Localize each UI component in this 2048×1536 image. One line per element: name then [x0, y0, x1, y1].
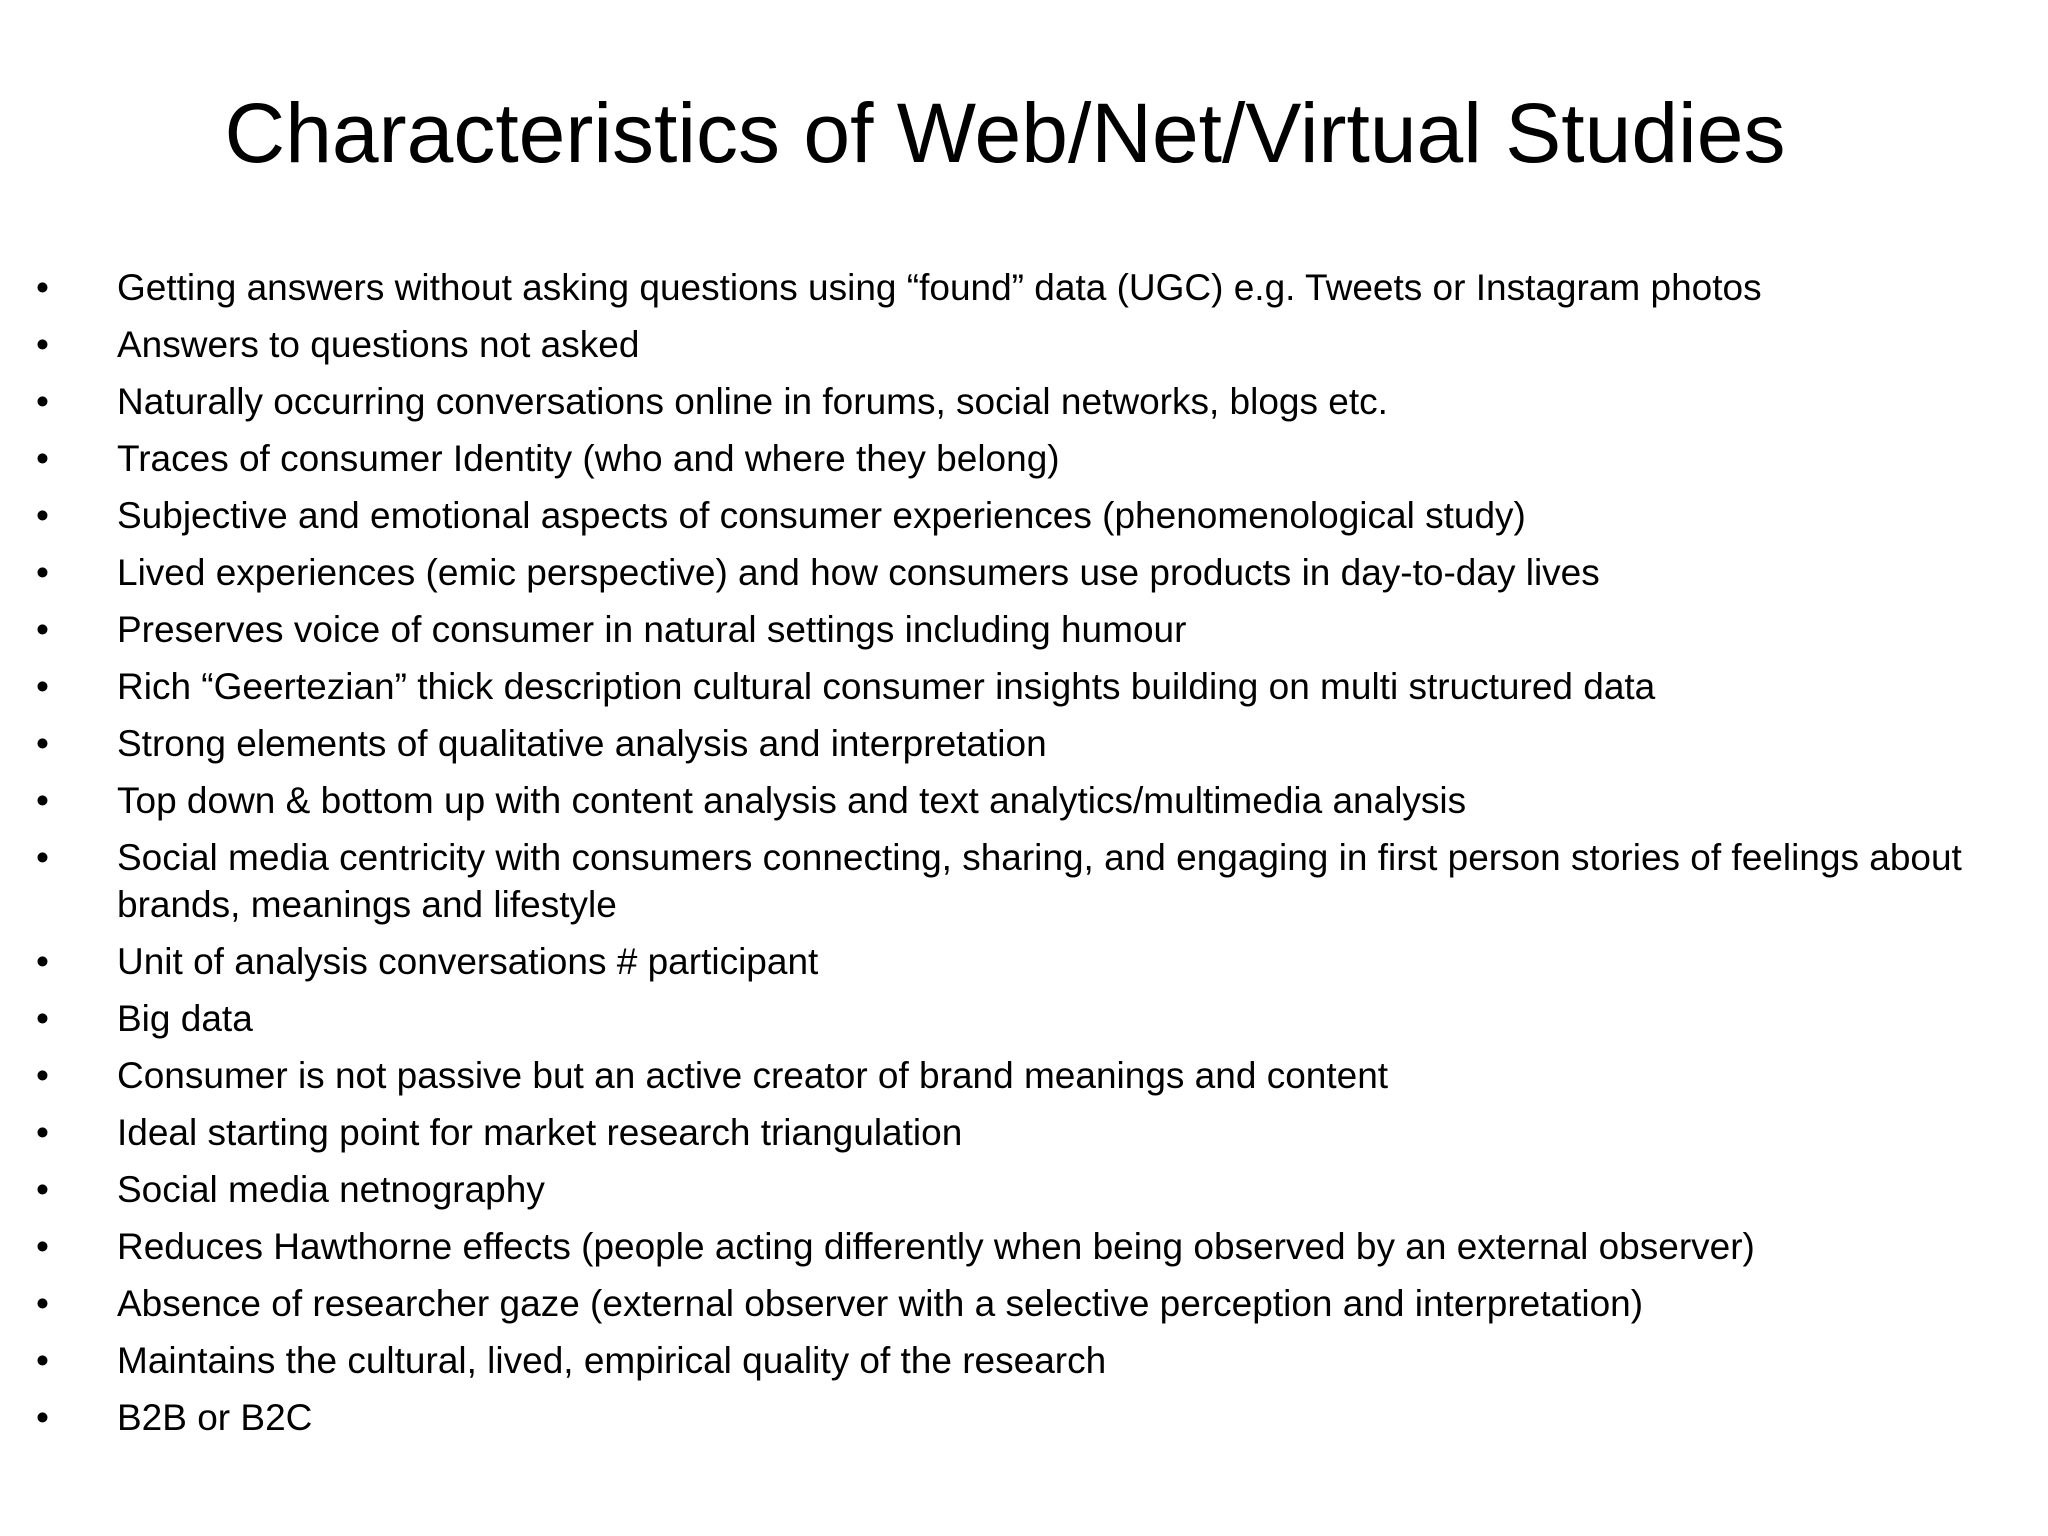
list-item: [36, 1337, 2026, 1384]
bullet-point-icon: •: [36, 780, 49, 821]
list-item: [36, 995, 2026, 1042]
bullet-text: Preserves voice of consumer in natural settings including humour: [117, 609, 1187, 650]
bullet-point-icon: •: [36, 1055, 49, 1096]
list-item: [36, 606, 2026, 653]
bullet-text: Social media netnography: [117, 1169, 545, 1210]
bullet-text: Consumer is not passive but an active creator of brand meanings and content: [117, 1055, 1389, 1096]
bullet-text: Reduces Hawthorne effects (people acting differently when being observed by an external observer): [117, 1226, 1755, 1267]
bullet-point-icon: •: [36, 267, 49, 308]
bullet-point-icon: •: [36, 495, 49, 536]
bullet-text: Strong elements of qualitative analysis and interpretation: [117, 723, 1047, 764]
bullet-text: Rich “Geertezian” thick description cultural consumer insights building on multi structured data: [117, 666, 1656, 707]
bullet-point-icon: •: [36, 552, 49, 593]
bullet-text: Answers to questions not asked: [117, 324, 640, 365]
list-item: [36, 1109, 2026, 1156]
list-item: [36, 492, 2026, 539]
bullet-point-icon: •: [36, 438, 49, 479]
bullet-list: [36, 264, 2026, 1451]
bullet-point-icon: •: [36, 723, 49, 764]
bullet-point-icon: •: [36, 381, 49, 422]
bullet-text: Top down & bottom up with content analysis and text analytics/multimedia analysis: [117, 780, 1467, 821]
bullet-point-icon: •: [36, 1169, 49, 1210]
list-item: [36, 1280, 2026, 1327]
list-item: [36, 1223, 2026, 1270]
list-item: [36, 834, 2026, 928]
bullet-point-icon: •: [36, 837, 49, 878]
list-item: [36, 549, 2026, 596]
bullet-text: Ideal starting point for market research triangulation: [117, 1112, 963, 1153]
list-item: [36, 663, 2026, 710]
bullet-text: Naturally occurring conversations online in forums, social networks, blogs etc.: [117, 381, 1388, 422]
bullet-point-icon: •: [36, 1112, 49, 1153]
bullet-text: Maintains the cultural, lived, empirical quality of the research: [117, 1340, 1107, 1381]
bullet-text: Big data: [117, 998, 253, 1039]
bullet-text: Traces of consumer Identity (who and where they belong): [117, 438, 1060, 479]
bullet-point-icon: •: [36, 609, 49, 650]
list-item: [36, 264, 2026, 311]
slide-title: Characteristics of Web/Net/Virtual Studies: [224, 86, 1786, 180]
bullet-text: B2B or B2C: [117, 1397, 313, 1438]
list-item: [36, 1052, 2026, 1099]
list-item: [36, 435, 2026, 482]
bullet-point-icon: •: [36, 1340, 49, 1381]
bullet-text: Social media centricity with consumers connecting, sharing, and engaging in first person stories of feelings about brands, meanings and lifestyle: [117, 837, 1962, 925]
list-item: [36, 1394, 2026, 1441]
bullet-text: Absence of researcher gaze (external observer with a selective perception and interpretation): [117, 1283, 1644, 1324]
list-item: [36, 938, 2026, 985]
list-item: [36, 1166, 2026, 1213]
list-item: [36, 378, 2026, 425]
bullet-point-icon: •: [36, 998, 49, 1039]
bullet-point-icon: •: [36, 666, 49, 707]
bullet-point-icon: •: [36, 1226, 49, 1267]
list-item: [36, 720, 2026, 767]
list-item: [36, 321, 2026, 368]
list-item: [36, 777, 2026, 824]
bullet-text: Subjective and emotional aspects of consumer experiences (phenomenological study): [117, 495, 1526, 536]
bullet-text: Unit of analysis conversations # participant: [117, 941, 819, 982]
bullet-text: Lived experiences (emic perspective) and how consumers use products in day-to-day lives: [117, 552, 1600, 593]
bullet-point-icon: •: [36, 941, 49, 982]
bullet-point-icon: •: [36, 324, 49, 365]
bullet-point-icon: •: [36, 1283, 49, 1324]
bullet-text: Getting answers without asking questions using “found” data (UGC) e.g. Tweets or Instagram photos: [117, 267, 1762, 308]
bullet-point-icon: •: [36, 1397, 49, 1438]
